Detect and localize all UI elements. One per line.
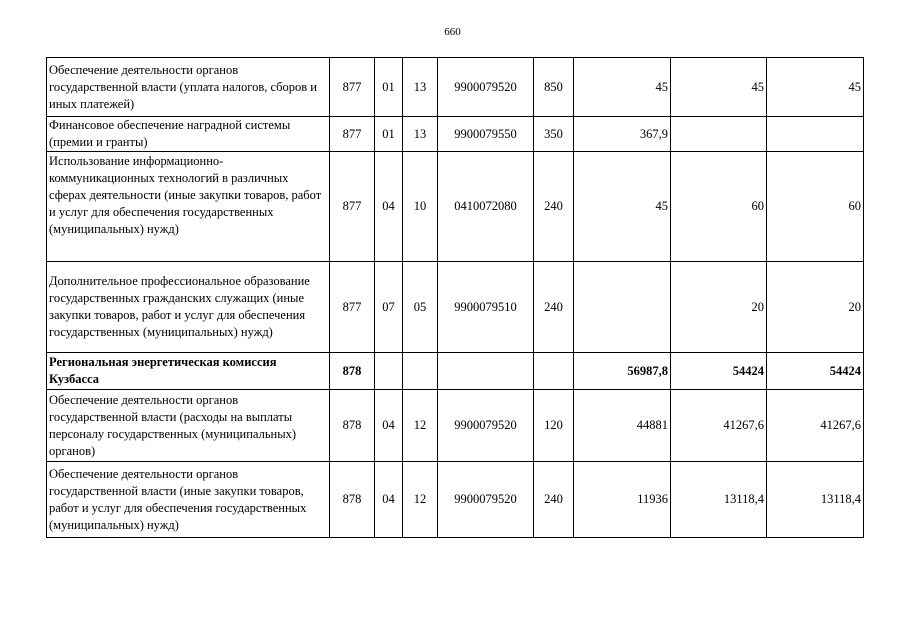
year3-value: 13118,4 (767, 462, 864, 538)
year2-value (671, 117, 767, 152)
subsection-code (403, 353, 438, 390)
subsection-code: 13 (403, 58, 438, 117)
subsection-code: 10 (403, 152, 438, 262)
row-name: Обеспечение деятельности органов государственной власти (расходы на выплаты персоналу государственных (муниципальных) органов) (47, 390, 330, 462)
expense-code: 120 (534, 390, 574, 462)
ministry-code: 877 (330, 58, 375, 117)
table-row (47, 262, 864, 353)
target-code: 9900079520 (438, 58, 534, 117)
section-code: 01 (375, 58, 403, 117)
year3-value: 20 (767, 262, 864, 353)
table-row (47, 58, 864, 117)
subsection-code: 13 (403, 117, 438, 152)
year1-value: 44881 (574, 390, 671, 462)
subsection-code: 12 (403, 462, 438, 538)
year1-value: 45 (574, 58, 671, 117)
section-code: 01 (375, 117, 403, 152)
expense-code: 240 (534, 462, 574, 538)
target-code: 9900079520 (438, 462, 534, 538)
ministry-code: 877 (330, 117, 375, 152)
year2-value: 20 (671, 262, 767, 353)
table-row (47, 462, 864, 538)
table-row (47, 117, 864, 152)
expense-code: 240 (534, 262, 574, 353)
subsection-code: 12 (403, 390, 438, 462)
budget-table (46, 57, 864, 538)
year1-value: 367,9 (574, 117, 671, 152)
ministry-code: 878 (330, 390, 375, 462)
expense-code: 850 (534, 58, 574, 117)
section-code (375, 353, 403, 390)
year2-value: 54424 (671, 353, 767, 390)
year1-value (574, 262, 671, 353)
target-code (438, 353, 534, 390)
section-code: 04 (375, 152, 403, 262)
target-code: 9900079510 (438, 262, 534, 353)
page-number: 660 (444, 26, 461, 38)
row-name: Финансовое обеспечение наградной системы (премии и гранты) (47, 117, 330, 152)
year2-value: 41267,6 (671, 390, 767, 462)
target-code: 9900079550 (438, 117, 534, 152)
row-name: Использование информационно-коммуникационных технологий в различных сферах деятельности (иные закупки товаров, работ и услуг для обеспечения государственных (муниципальных) нужд) (47, 152, 330, 262)
table-row (47, 353, 864, 390)
expense-code: 240 (534, 152, 574, 262)
section-code: 07 (375, 262, 403, 353)
row-name: Дополнительное профессиональное образование государственных гражданских служащих (иные закупки товаров, работ и услуг для обеспечения государственных (муниципальных) нужд) (47, 262, 330, 353)
year2-value: 13118,4 (671, 462, 767, 538)
subsection-code: 05 (403, 262, 438, 353)
year1-value: 11936 (574, 462, 671, 538)
row-name: Обеспечение деятельности органов государственной власти (уплата налогов, сборов и иных платежей) (47, 58, 330, 117)
expense-code (534, 353, 574, 390)
row-name: Региональная энергетическая комиссия Кузбасса (47, 353, 330, 390)
year3-value: 60 (767, 152, 864, 262)
year1-value: 45 (574, 152, 671, 262)
year1-value: 56987,8 (574, 353, 671, 390)
section-code: 04 (375, 462, 403, 538)
table-row (47, 390, 864, 462)
ministry-code: 878 (330, 462, 375, 538)
year3-value: 41267,6 (767, 390, 864, 462)
ministry-code: 877 (330, 152, 375, 262)
target-code: 0410072080 (438, 152, 534, 262)
ministry-code: 878 (330, 353, 375, 390)
ministry-code: 877 (330, 262, 375, 353)
year3-value: 54424 (767, 353, 864, 390)
row-name: Обеспечение деятельности органов государственной власти (иные закупки товаров, работ и услуг для обеспечения государственных (муниципальных) нужд) (47, 462, 330, 538)
expense-code: 350 (534, 117, 574, 152)
target-code: 9900079520 (438, 390, 534, 462)
year2-value: 60 (671, 152, 767, 262)
year3-value: 45 (767, 58, 864, 117)
year3-value (767, 117, 864, 152)
section-code: 04 (375, 390, 403, 462)
table-row (47, 152, 864, 262)
year2-value: 45 (671, 58, 767, 117)
